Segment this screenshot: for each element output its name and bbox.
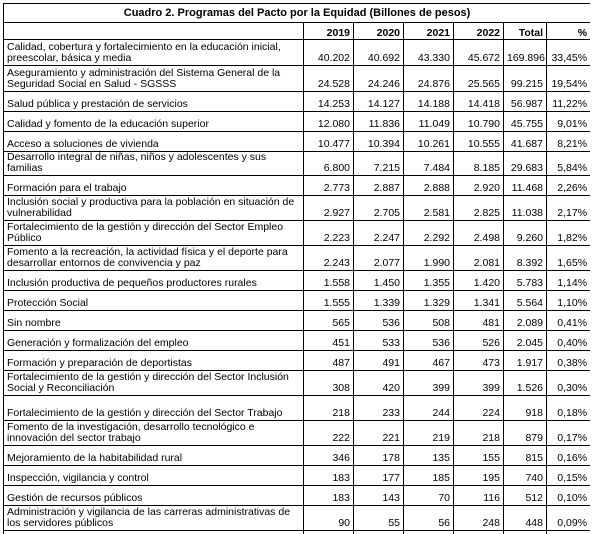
row-concept: Calidad, cobertura y fortalecimiento en la educación inicial, preescolar, básica y media — [4, 40, 304, 66]
row-total: 11.468 — [504, 176, 547, 196]
row-percent: 0,15% — [547, 466, 591, 486]
row-value-2019: 2.243 — [304, 246, 354, 271]
table-row — [4, 196, 591, 221]
row-value-2020: 55 — [354, 506, 404, 531]
row-value-2022: 25.565 — [454, 66, 504, 92]
row-value-2022: 2.498 — [454, 221, 504, 246]
table-row — [4, 421, 591, 446]
cut-cell — [454, 531, 504, 534]
row-percent: 9,01% — [547, 112, 591, 132]
row-concept: Inclusión productiva de pequeños productores rurales — [4, 271, 304, 291]
row-value-2021: 56 — [404, 506, 454, 531]
row-value-2019: 12.080 — [304, 112, 354, 132]
row-value-2020: 14.127 — [354, 92, 404, 112]
row-value-2021: 135 — [404, 446, 454, 466]
row-value-2020: 2.077 — [354, 246, 404, 271]
row-total: 29.683 — [504, 152, 547, 176]
col-header-concept — [4, 23, 304, 40]
row-value-2022: 195 — [454, 466, 504, 486]
row-value-2022: 526 — [454, 331, 504, 351]
row-total: 1.526 — [504, 371, 547, 396]
row-concept: Mejoramiento de la habitabilidad rural — [4, 446, 304, 466]
table-row — [4, 291, 591, 311]
row-value-2022: 10.555 — [454, 132, 504, 152]
row-percent: 0,41% — [547, 311, 591, 331]
row-value-2019: 2.927 — [304, 196, 354, 221]
row-value-2021: 11.049 — [404, 112, 454, 132]
row-concept: Desarrollo integral de niñas, niños y adolescentes y sus familias — [4, 152, 304, 176]
row-value-2019: 14.253 — [304, 92, 354, 112]
row-value-2021: 2.292 — [404, 221, 454, 246]
table-row — [4, 176, 591, 196]
row-value-2019: 2.773 — [304, 176, 354, 196]
row-percent: 0,40% — [547, 331, 591, 351]
row-concept: Fortalecimiento de la gestión y dirección del Sector Empleo Público — [4, 221, 304, 246]
row-percent: 0,38% — [547, 351, 591, 371]
row-concept: Sin nombre — [4, 311, 304, 331]
row-percent: 5,84% — [547, 152, 591, 176]
row-total: 918 — [504, 396, 547, 421]
table-row — [4, 271, 591, 291]
row-value-2019: 487 — [304, 351, 354, 371]
row-value-2021: 2.888 — [404, 176, 454, 196]
row-value-2020: 178 — [354, 446, 404, 466]
row-value-2020: 491 — [354, 351, 404, 371]
cut-cell — [504, 531, 547, 534]
row-value-2022: 481 — [454, 311, 504, 331]
row-value-2019: 565 — [304, 311, 354, 331]
cut-cell — [547, 531, 591, 534]
row-percent: 2,26% — [547, 176, 591, 196]
row-value-2022: 1.341 — [454, 291, 504, 311]
row-total: 41.687 — [504, 132, 547, 152]
table-row — [4, 331, 591, 351]
row-value-2020: 24.246 — [354, 66, 404, 92]
row-value-2020: 536 — [354, 311, 404, 331]
row-concept: Aseguramiento y administración del Sistema General de la Seguridad Social en Salud - SGSSS — [4, 66, 304, 92]
row-value-2019: 90 — [304, 506, 354, 531]
row-value-2019: 183 — [304, 486, 354, 506]
row-percent: 0,18% — [547, 396, 591, 421]
row-value-2022: 2.920 — [454, 176, 504, 196]
col-header-2021: 2021 — [404, 23, 454, 40]
col-header-2020: 2020 — [354, 23, 404, 40]
table-row — [4, 396, 591, 421]
row-concept: Generación y formalización del empleo — [4, 331, 304, 351]
row-value-2020: 40.692 — [354, 40, 404, 66]
row-concept: Calidad y fomento de la educación superior — [4, 112, 304, 132]
row-concept: Fomento a la recreación, la actividad física y el deporte para desarrollar entornos de convivencia y paz — [4, 246, 304, 271]
row-percent: 19,54% — [547, 66, 591, 92]
row-value-2022: 155 — [454, 446, 504, 466]
table-row — [4, 311, 591, 331]
row-value-2020: 221 — [354, 421, 404, 446]
row-total: 99.215 — [504, 66, 547, 92]
row-concept: Administración y vigilancia de las carreras administrativas de los servidores públicos — [4, 506, 304, 531]
row-percent: 1,82% — [547, 221, 591, 246]
row-percent: 1,14% — [547, 271, 591, 291]
row-value-2020: 2.705 — [354, 196, 404, 221]
table-row — [4, 112, 591, 132]
row-percent: 0,09% — [547, 506, 591, 531]
row-value-2022: 116 — [454, 486, 504, 506]
row-total: 45.755 — [504, 112, 547, 132]
row-total: 169.896 — [504, 40, 547, 66]
row-total: 2.089 — [504, 311, 547, 331]
row-value-2020: 1.339 — [354, 291, 404, 311]
row-value-2020: 143 — [354, 486, 404, 506]
row-percent: 1,65% — [547, 246, 591, 271]
cut-cell — [354, 531, 404, 534]
table-row — [4, 132, 591, 152]
row-total: 2.045 — [504, 331, 547, 351]
row-percent: 0,10% — [547, 486, 591, 506]
row-percent: 1,10% — [547, 291, 591, 311]
row-value-2020: 233 — [354, 396, 404, 421]
row-value-2022: 8.185 — [454, 152, 504, 176]
row-value-2020: 11.836 — [354, 112, 404, 132]
cut-cell — [404, 531, 454, 534]
row-value-2020: 420 — [354, 371, 404, 396]
row-value-2020: 7.215 — [354, 152, 404, 176]
programs-table — [3, 3, 590, 534]
row-percent: 2,17% — [547, 196, 591, 221]
row-value-2022: 14.418 — [454, 92, 504, 112]
row-total: 448 — [504, 506, 547, 531]
row-total: 740 — [504, 466, 547, 486]
row-value-2019: 451 — [304, 331, 354, 351]
table-row — [4, 152, 591, 176]
row-value-2020: 533 — [354, 331, 404, 351]
row-concept: Protección Social — [4, 291, 304, 311]
row-total: 1.917 — [504, 351, 547, 371]
row-concept: Gestión de recursos públicos — [4, 486, 304, 506]
row-concept: Inclusión social y productiva para la población en situación de vulnerabilidad — [4, 196, 304, 221]
row-total: 11.038 — [504, 196, 547, 221]
table-row — [4, 446, 591, 466]
row-value-2020: 2.887 — [354, 176, 404, 196]
row-value-2019: 218 — [304, 396, 354, 421]
row-value-2019: 1.558 — [304, 271, 354, 291]
table-row — [4, 486, 591, 506]
row-value-2022: 224 — [454, 396, 504, 421]
row-value-2019: 308 — [304, 371, 354, 396]
row-percent: 11,22% — [547, 92, 591, 112]
row-percent: 33,45% — [547, 40, 591, 66]
row-concept: Fortalecimiento de la gestión y dirección del Sector Inclusión Social y Reconciliación — [4, 371, 304, 396]
row-value-2021: 467 — [404, 351, 454, 371]
col-header-percent: % — [547, 23, 591, 40]
row-value-2022: 1.420 — [454, 271, 504, 291]
row-value-2022: 2.081 — [454, 246, 504, 271]
table-row — [4, 506, 591, 531]
row-value-2021: 2.581 — [404, 196, 454, 221]
row-percent: 0,30% — [547, 371, 591, 396]
table-row — [4, 221, 591, 246]
row-value-2019: 183 — [304, 466, 354, 486]
row-concept: Inspección, vigilancia y control — [4, 466, 304, 486]
table-row — [4, 466, 591, 486]
row-value-2021: 7.484 — [404, 152, 454, 176]
row-value-2021: 244 — [404, 396, 454, 421]
row-value-2022: 218 — [454, 421, 504, 446]
row-value-2021: 399 — [404, 371, 454, 396]
row-value-2019: 1.555 — [304, 291, 354, 311]
row-value-2021: 536 — [404, 331, 454, 351]
cut-cell — [4, 531, 304, 534]
table-row — [4, 40, 591, 66]
row-value-2019: 10.477 — [304, 132, 354, 152]
row-total: 815 — [504, 446, 547, 466]
row-value-2021: 219 — [404, 421, 454, 446]
row-value-2021: 43.330 — [404, 40, 454, 66]
table-title: Cuadro 2. Programas del Pacto por la Equidad (Billones de pesos) — [4, 4, 591, 23]
row-value-2019: 24.528 — [304, 66, 354, 92]
row-value-2022: 10.790 — [454, 112, 504, 132]
row-total: 5.783 — [504, 271, 547, 291]
row-total: 8.392 — [504, 246, 547, 271]
row-concept: Fomento de la investigación, desarrollo tecnológico e innovación del sector trabajo — [4, 421, 304, 446]
row-total: 879 — [504, 421, 547, 446]
row-value-2022: 248 — [454, 506, 504, 531]
table-body — [4, 40, 591, 534]
col-header-2022: 2022 — [454, 23, 504, 40]
table-row — [4, 371, 591, 396]
row-value-2019: 346 — [304, 446, 354, 466]
table-title-row — [4, 4, 591, 23]
row-total: 56.987 — [504, 92, 547, 112]
row-value-2019: 6.800 — [304, 152, 354, 176]
col-header-2019: 2019 — [304, 23, 354, 40]
table-row — [4, 92, 591, 112]
row-value-2021: 1.355 — [404, 271, 454, 291]
row-value-2022: 473 — [454, 351, 504, 371]
row-percent: 0,16% — [547, 446, 591, 466]
row-value-2021: 1.990 — [404, 246, 454, 271]
row-value-2020: 1.450 — [354, 271, 404, 291]
row-value-2020: 177 — [354, 466, 404, 486]
header-row — [4, 23, 591, 40]
row-concept: Salud pública y prestación de servicios — [4, 92, 304, 112]
row-value-2021: 1.329 — [404, 291, 454, 311]
row-total: 9.260 — [504, 221, 547, 246]
row-value-2022: 2.825 — [454, 196, 504, 221]
row-concept: Formación para el trabajo — [4, 176, 304, 196]
table-row — [4, 351, 591, 371]
row-value-2019: 2.223 — [304, 221, 354, 246]
cut-cell — [304, 531, 354, 534]
row-concept: Fortalecimiento de la gestión y dirección del Sector Trabajo — [4, 396, 304, 421]
row-value-2021: 24.876 — [404, 66, 454, 92]
table-container — [3, 3, 590, 534]
table-row — [4, 246, 591, 271]
row-concept: Formación y preparación de deportistas — [4, 351, 304, 371]
row-value-2020: 10.394 — [354, 132, 404, 152]
row-percent: 8,21% — [547, 132, 591, 152]
row-value-2022: 45.672 — [454, 40, 504, 66]
row-value-2021: 14.188 — [404, 92, 454, 112]
col-header-total: Total — [504, 23, 547, 40]
row-value-2019: 40.202 — [304, 40, 354, 66]
table-row — [4, 66, 591, 92]
row-concept: Acceso a soluciones de vivienda — [4, 132, 304, 152]
table-row-cut-off — [4, 531, 591, 534]
row-value-2021: 508 — [404, 311, 454, 331]
row-value-2022: 399 — [454, 371, 504, 396]
row-value-2021: 185 — [404, 466, 454, 486]
row-value-2020: 2.247 — [354, 221, 404, 246]
row-value-2021: 70 — [404, 486, 454, 506]
row-percent: 0,17% — [547, 421, 591, 446]
row-total: 512 — [504, 486, 547, 506]
row-value-2021: 10.261 — [404, 132, 454, 152]
row-value-2019: 222 — [304, 421, 354, 446]
row-total: 5.564 — [504, 291, 547, 311]
